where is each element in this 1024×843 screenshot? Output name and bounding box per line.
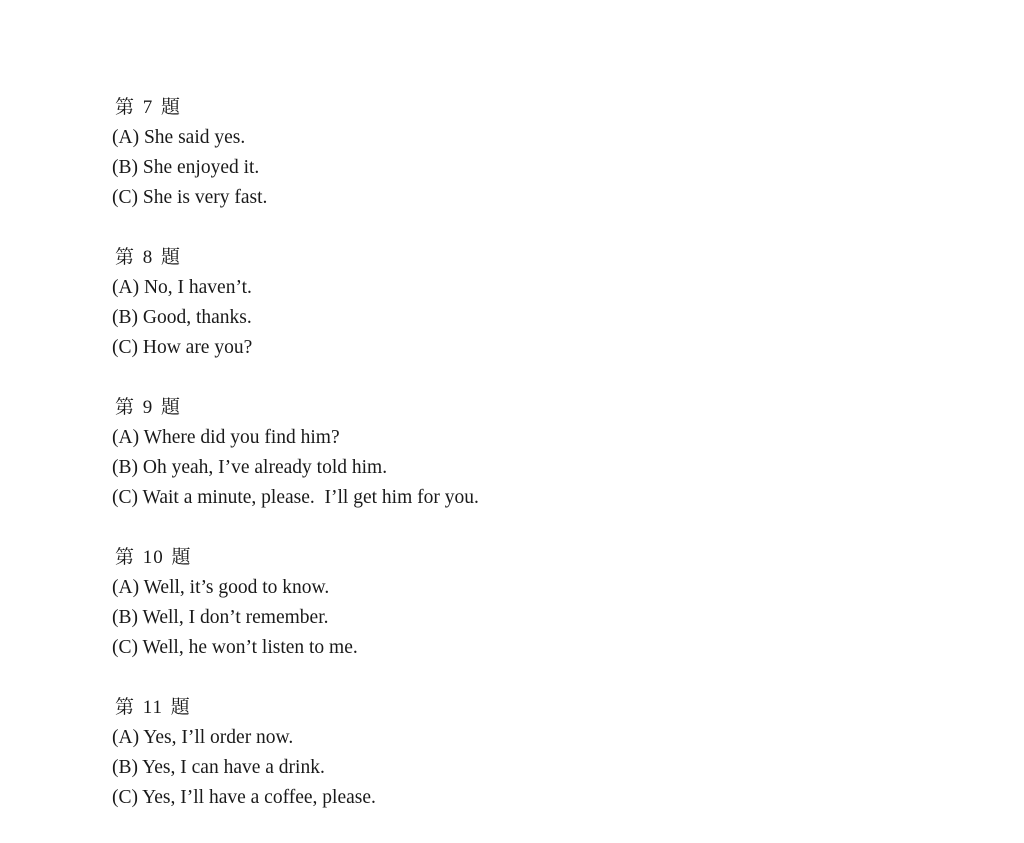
option-c: (C) She is very fast. <box>112 187 268 208</box>
option-a: (A) Well, it’s good to know. <box>112 577 330 598</box>
option-b: (B) Oh yeah, I’ve already told him. <box>112 457 388 478</box>
option-a: (A) Yes, I’ll order now. <box>112 727 294 748</box>
question-heading: 第 11 題 <box>115 697 191 718</box>
document-page <box>112 93 992 843</box>
option-a: (A) Where did you find him? <box>112 427 340 448</box>
option-a: (A) She said yes. <box>112 127 246 148</box>
question-7 <box>112 93 992 213</box>
option-a: (A) No, I haven’t. <box>112 277 252 298</box>
question-heading: 第 7 題 <box>115 97 182 118</box>
question-11 <box>112 693 992 813</box>
question-10 <box>112 543 992 663</box>
option-b: (B) Good, thanks. <box>112 307 252 328</box>
option-c: (C) Yes, I’ll have a coffee, please. <box>112 787 376 808</box>
option-b: (B) She enjoyed it. <box>112 157 260 178</box>
option-c: (C) Wait a minute, please. I’ll get him for you. <box>112 487 479 508</box>
question-heading: 第 8 題 <box>115 247 182 268</box>
option-c: (C) Well, he won’t listen to me. <box>112 637 358 658</box>
question-8 <box>112 243 992 363</box>
question-9 <box>112 393 992 513</box>
question-heading: 第 9 題 <box>115 397 182 418</box>
option-b: (B) Yes, I can have a drink. <box>112 757 325 778</box>
option-b: (B) Well, I don’t remember. <box>112 607 329 628</box>
question-heading: 第 10 題 <box>115 547 192 568</box>
option-c: (C) How are you? <box>112 337 253 358</box>
